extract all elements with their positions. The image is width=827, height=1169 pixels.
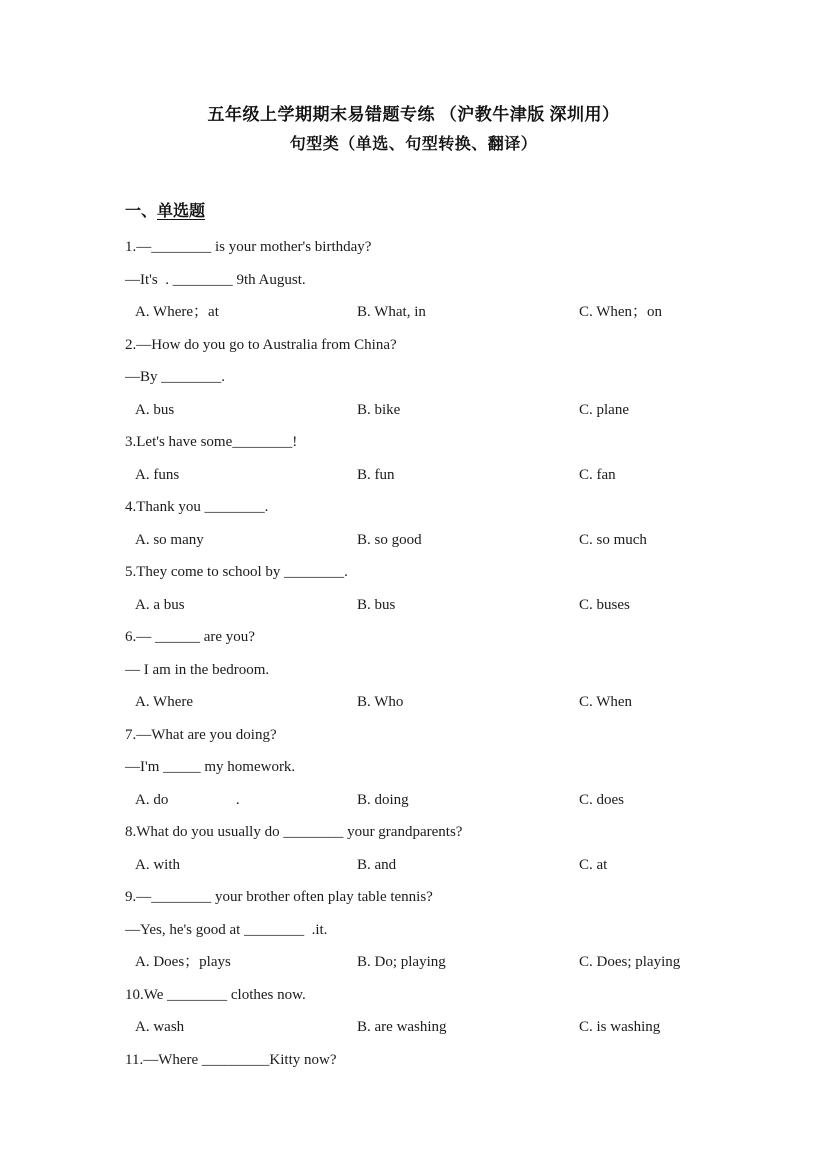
options-row bbox=[125, 394, 737, 427]
option-a: A. so many bbox=[135, 531, 204, 548]
question-text-line: 3.Let's have some________! bbox=[125, 434, 298, 450]
option-c: C. plane bbox=[579, 401, 629, 418]
option-b: B. bike bbox=[357, 401, 401, 418]
options-row bbox=[125, 946, 737, 979]
option-c: C. fan bbox=[579, 466, 616, 483]
option-b: B. doing bbox=[357, 791, 409, 808]
option-b: B. and bbox=[357, 856, 397, 873]
options-row bbox=[125, 524, 737, 557]
question-text-line: 11.—Where _________Kitty now? bbox=[125, 1051, 337, 1068]
question-8 bbox=[125, 816, 737, 881]
options-row bbox=[125, 459, 737, 492]
section-number: 一、 bbox=[125, 203, 158, 220]
option-a: A. Does；plays bbox=[135, 954, 231, 970]
question-text-line: 5.They come to school by ________. bbox=[125, 564, 348, 580]
question-text-line: 7.—What are you doing? bbox=[125, 726, 277, 743]
doc-subtitle: 句型类（单选、句型转换、翻译） bbox=[289, 136, 538, 153]
question-7 bbox=[125, 719, 737, 817]
option-c: C. buses bbox=[579, 596, 630, 613]
option-c: C. so much bbox=[579, 531, 647, 548]
option-b: B. Who bbox=[357, 694, 404, 710]
option-c: C. Does; playing bbox=[579, 954, 681, 970]
question-9 bbox=[125, 881, 737, 979]
question-1 bbox=[125, 231, 737, 329]
option-b: B. are washing bbox=[357, 1019, 447, 1035]
option-a: A. bus bbox=[135, 401, 175, 418]
question-10 bbox=[125, 979, 737, 1044]
question-text-line: 2.—How do you go to Australia from China? bbox=[125, 336, 397, 353]
doc-title: 五年级上学期期末易错题专练 （沪教牛津版 深圳用） bbox=[207, 105, 620, 124]
option-c: C. When bbox=[579, 694, 633, 710]
option-c: C. at bbox=[579, 856, 608, 873]
options-row bbox=[125, 589, 737, 622]
option-c: C. is washing bbox=[579, 1019, 661, 1035]
question-text-line: 9.—________ your brother often play table tennis? bbox=[125, 889, 433, 905]
section-title: 单选题 bbox=[157, 203, 206, 220]
option-b: B. bus bbox=[357, 596, 396, 613]
option-a: A. Where bbox=[135, 694, 194, 710]
title-block bbox=[0, 0, 827, 159]
question-text-line: 10.We ________ clothes now. bbox=[125, 986, 306, 1003]
question-4 bbox=[125, 491, 737, 556]
question-text-line: 8.What do you usually do ________ your grandparents? bbox=[125, 824, 463, 840]
option-a: A. with bbox=[135, 856, 180, 873]
options-row bbox=[125, 296, 737, 329]
options-row bbox=[125, 686, 737, 719]
question-text-line: —By ________. bbox=[125, 369, 226, 385]
document-body bbox=[125, 199, 737, 1076]
question-11 bbox=[125, 1044, 737, 1077]
options-row bbox=[125, 1011, 737, 1044]
question-text-line: —Yes, he's good at ________ .it. bbox=[125, 921, 328, 938]
option-a: A. wash bbox=[135, 1019, 185, 1035]
question-text-line: —I'm _____ my homework. bbox=[125, 759, 296, 775]
option-a: A. funs bbox=[135, 466, 180, 483]
question-text-line: — I am in the bedroom. bbox=[125, 661, 270, 678]
question-text-line: 6.— ______ are you? bbox=[125, 629, 255, 645]
question-3 bbox=[125, 426, 737, 491]
option-b: B. fun bbox=[357, 466, 395, 483]
options-row bbox=[125, 849, 737, 882]
question-text-line: 4.Thank you ________. bbox=[125, 499, 269, 515]
question-5 bbox=[125, 556, 737, 621]
option-a: A. a bus bbox=[135, 596, 185, 613]
questions-container bbox=[125, 231, 737, 1076]
question-text-line: 1.—________ is your mother's birthday? bbox=[125, 239, 372, 255]
option-b: B. What, in bbox=[357, 304, 426, 320]
option-c: C. When；on bbox=[579, 304, 663, 320]
option-b: B. Do; playing bbox=[357, 954, 446, 970]
option-c: C. does bbox=[579, 791, 624, 808]
section-heading bbox=[125, 199, 737, 225]
question-text-line: —It's . ________ 9th August. bbox=[125, 271, 306, 288]
option-a: A. Where；at bbox=[135, 304, 219, 320]
options-row bbox=[125, 784, 737, 817]
option-a: A. do . bbox=[135, 791, 240, 808]
question-6 bbox=[125, 621, 737, 719]
option-b: B. so good bbox=[357, 531, 422, 548]
question-2 bbox=[125, 329, 737, 427]
